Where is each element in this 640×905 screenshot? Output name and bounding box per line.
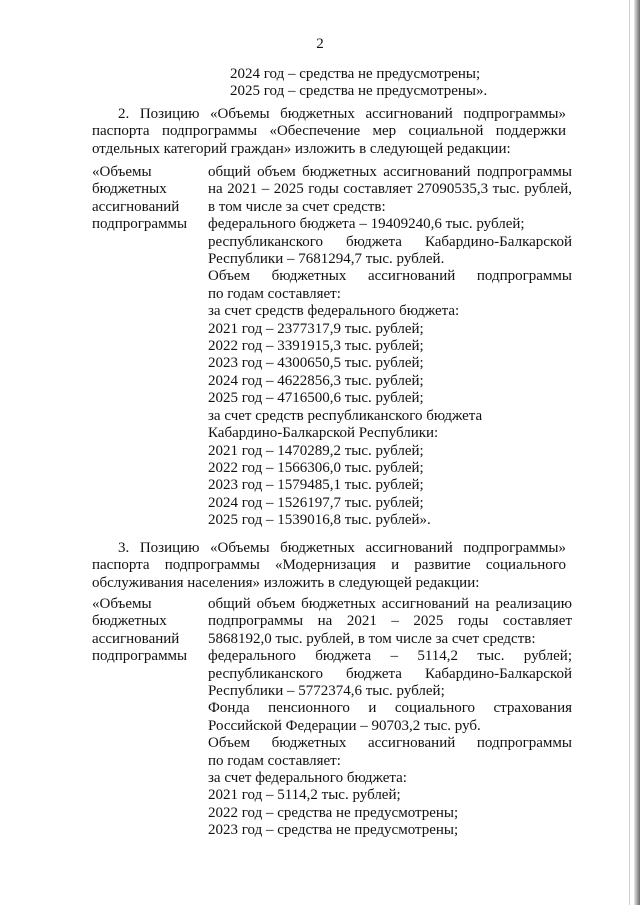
value-line: 2023 год – 4300650,5 тыс. рублей;: [208, 355, 424, 372]
label-line: подпрограммы: [92, 648, 188, 665]
paragraph-line: паспорта подпрограммы «Модернизация и развитие социального: [92, 557, 566, 574]
label-line: подпрограммы: [92, 216, 188, 233]
label-line: «Объемы: [92, 164, 152, 180]
paragraph-line: отдельных категорий граждан» изложить в следующей редакции:: [92, 140, 511, 157]
label-line: ассигнований: [92, 198, 180, 215]
value-line: 2021 год – 5114,2 тыс. рублей;: [208, 787, 401, 804]
value-line: 2021 год – 1470289,2 тыс. рублей;: [208, 442, 424, 459]
value-line: Республики – 7681294,7 тыс. рублей.: [208, 251, 445, 268]
value-line: Объем бюджетных ассигнований подпрограммы: [208, 268, 572, 285]
value-line: федерального бюджета – 19409240,6 тыс. рублей;: [208, 216, 525, 233]
value-line: подпрограммы на 2021 – 2025 годы составляет: [208, 613, 572, 630]
value-line: 2022 год – 3391915,3 тыс. рублей;: [208, 338, 424, 355]
intro-line: 2024 год – средства не предусмотрены;: [230, 66, 481, 82]
item3-value: [208, 596, 572, 840]
intro-line: 2025 год – средства не предусмотрены».: [230, 83, 488, 100]
value-line: по годам составляет:: [208, 752, 341, 769]
intro-lines: [230, 66, 487, 101]
label-line: ассигнований: [92, 630, 180, 647]
paragraph-line: 2. Позицию «Объемы бюджетных ассигнований подпрограммы»: [118, 106, 566, 122]
value-line: республиканского бюджета Кабардино-Балкарской: [208, 233, 572, 250]
item2-paragraph: [92, 106, 566, 158]
value-line: 2021 год – 2377317,9 тыс. рублей;: [208, 320, 424, 337]
value-line: за счет средств федерального бюджета:: [208, 303, 460, 320]
value-line: общий объем бюджетных ассигнований на реализацию: [208, 596, 572, 612]
value-line: Республики – 5772374,6 тыс. рублей;: [208, 683, 445, 700]
scan-page-edge: [634, 0, 640, 905]
scan-shadow-line: [629, 0, 630, 905]
value-line: общий объем бюджетных ассигнований подпрограммы: [208, 164, 572, 180]
value-line: за счет федерального бюджета:: [208, 770, 407, 787]
item3-paragraph: [92, 540, 566, 592]
paragraph-line: 3. Позицию «Объемы бюджетных ассигнований подпрограммы»: [118, 540, 566, 556]
value-line: 2024 год – 4622856,3 тыс. рублей;: [208, 372, 424, 389]
label-line: бюджетных: [92, 181, 167, 198]
value-line: 2023 год – средства не предусмотрены;: [208, 822, 459, 839]
value-line: 2022 год – 1566306,0 тыс. рублей;: [208, 459, 424, 476]
value-line: 2025 год – 4716500,6 тыс. рублей;: [208, 390, 424, 407]
value-line: Российской Федерации – 90703,2 тыс. руб.: [208, 717, 481, 734]
item2-value: [208, 164, 572, 530]
paragraph-line: обслуживания населения» изложить в следующей редакции:: [92, 574, 480, 591]
paragraph-line: паспорта подпрограммы «Обеспечение мер социальной поддержки: [92, 123, 566, 140]
label-line: бюджетных: [92, 613, 167, 630]
value-line: 5868192,0 тыс. рублей, в том числе за счет средств:: [208, 630, 536, 647]
value-line: за счет средств республиканского бюджета: [208, 407, 483, 424]
value-line: 2025 год – 1539016,8 тыс. рублей».: [208, 512, 431, 529]
value-line: в том числе за счет средств:: [208, 198, 386, 215]
value-line: федерального бюджета – 5114,2 тыс. рублей;: [208, 648, 572, 665]
page-number: 2: [316, 36, 324, 52]
value-line: 2023 год – 1579485,1 тыс. рублей;: [208, 477, 424, 494]
item3-label: [92, 596, 204, 666]
value-line: Объем бюджетных ассигнований подпрограммы: [208, 735, 572, 752]
value-line: 2024 год – 1526197,7 тыс. рублей;: [208, 494, 424, 511]
value-line: на 2021 – 2025 годы составляет 27090535,3 тыс. рублей,: [208, 181, 572, 198]
value-line: республиканского бюджета Кабардино-Балкарской: [208, 665, 572, 682]
value-line: 2022 год – средства не предусмотрены;: [208, 804, 459, 821]
item2-label: [92, 164, 204, 234]
value-line: по годам составляет:: [208, 285, 341, 302]
label-line: «Объемы: [92, 596, 152, 612]
value-line: Фонда пенсионного и социального страхования: [208, 700, 572, 717]
value-line: Кабардино-Балкарской Республики:: [208, 425, 439, 442]
